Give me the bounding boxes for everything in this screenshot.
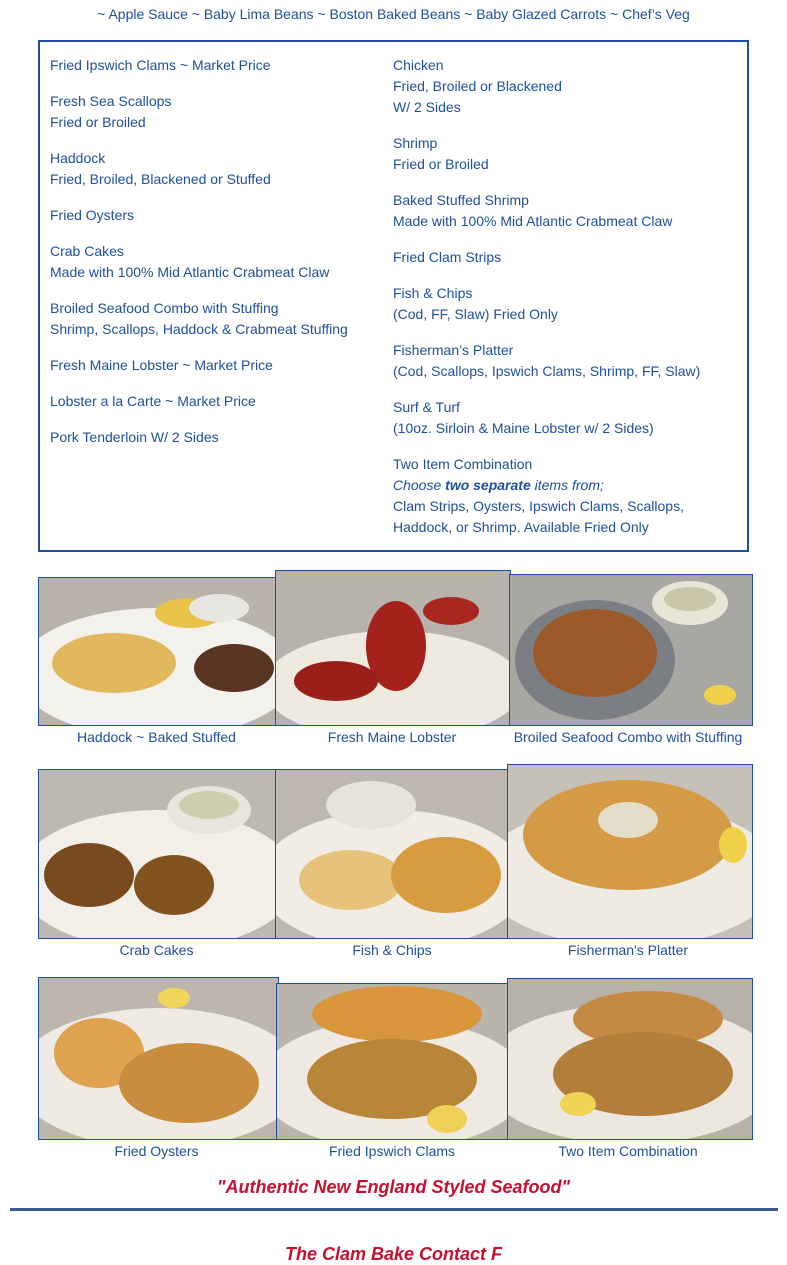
sides-line: ~ Apple Sauce ~ Baby Lima Beans ~ Boston Baked Beans ~ Baby Glazed Carrots ~ Chef’s Veg	[97, 6, 690, 22]
photo-caption: Broiled Seafood Combo with Stuffing	[513, 729, 743, 745]
combo-options: Haddock, or Shrimp. Available Fried Only	[393, 519, 649, 535]
photo-caption: Fisherman's Platter	[567, 942, 689, 958]
menu-item-detail: (Cod, FF, Slaw) Fried Only	[393, 306, 558, 322]
combo-options: Clam Strips, Oysters, Ipswich Clams, Scallops,	[393, 498, 684, 514]
menu-item-title: Lobster a la Carte ~ Market Price	[50, 393, 256, 409]
tagline: "Authentic New England Styled Seafood"	[216, 1177, 571, 1197]
menu-item	[50, 205, 380, 226]
menu-item-title: Fried Oysters	[50, 207, 135, 223]
combo-instructions	[393, 475, 738, 496]
fried-oysters-photo[interactable]	[38, 977, 279, 1140]
combo-choose-emphasis: two separate	[445, 477, 531, 493]
contact-heading: The Clam Bake Contact F	[284, 1244, 503, 1264]
lobster-photo[interactable]	[275, 570, 511, 726]
photo-caption: Crab Cakes	[119, 942, 194, 958]
menu-item-detail: (Cod, Scallops, Ipswich Clams, Shrimp, FF, Slaw)	[393, 363, 701, 379]
menu-item	[50, 91, 380, 133]
menu-item-title: Haddock	[50, 150, 106, 166]
menu-item-detail: Shrimp, Scallops, Haddock & Crabmeat Stuffing	[50, 321, 348, 337]
menu-item	[393, 283, 738, 325]
menu-item-detail: Fried or Broiled	[50, 114, 146, 130]
menu-item-title: Pork Tenderloin W/ 2 Sides	[50, 429, 219, 445]
menu-item-title: Fresh Maine Lobster ~ Market Price	[50, 357, 273, 373]
menu-item-title: Fried Clam Strips	[393, 249, 502, 265]
two-item-combo-photo[interactable]	[507, 978, 753, 1140]
menu-item-title: Shrimp	[393, 135, 438, 151]
menu-item	[393, 247, 738, 268]
menu-item-title: Chicken	[393, 57, 444, 73]
menu-item-title: Broiled Seafood Combo with Stuffing	[50, 300, 279, 316]
menu-item	[50, 298, 380, 340]
menu-item-title: Fried Ipswich Clams ~ Market Price	[50, 57, 271, 73]
menu-item	[50, 427, 380, 448]
fried-clams-photo[interactable]	[276, 983, 511, 1140]
seafood-combo-photo[interactable]	[509, 574, 753, 726]
menu-item	[50, 355, 380, 376]
menu-item	[50, 391, 380, 412]
menu-item	[393, 340, 738, 382]
photo-caption: Two Item Combination	[558, 1143, 698, 1159]
menu-item-title: Fish & Chips	[393, 285, 473, 301]
combo-choose-pre: Choose	[393, 477, 446, 493]
menu-item	[50, 55, 380, 76]
divider	[10, 1208, 778, 1211]
menu-item	[50, 241, 380, 283]
menu-item-title: Surf & Turf	[393, 399, 460, 415]
photo-caption: Haddock ~ Baked Stuffed	[77, 729, 236, 745]
photo-caption: Fresh Maine Lobster	[327, 729, 457, 745]
menu-item	[50, 148, 380, 190]
fishermans-platter-photo[interactable]	[507, 764, 753, 939]
haddock-photo[interactable]	[38, 577, 277, 726]
menu-column-left	[50, 55, 380, 463]
menu-column-right	[393, 55, 738, 553]
menu-item-combo	[393, 454, 738, 538]
photo-caption: Fried Oysters	[114, 1143, 199, 1159]
menu-item-detail: (10oz. Sirloin & Maine Lobster w/ 2 Sides)	[393, 420, 654, 436]
combo-choose-post: items from;	[530, 477, 604, 493]
crab-cakes-photo[interactable]	[38, 769, 277, 939]
menu-item-detail: Fried or Broiled	[393, 156, 489, 172]
menu-item-detail: Made with 100% Mid Atlantic Crabmeat Claw	[393, 213, 673, 229]
fish-chips-photo[interactable]	[275, 769, 511, 939]
menu-box	[38, 40, 749, 552]
photo-caption: Fried Ipswich Clams	[328, 1143, 456, 1159]
photo-caption: Fish & Chips	[352, 942, 432, 958]
menu-item	[393, 55, 738, 118]
menu-item-detail: Fried, Broiled, Blackened or Stuffed	[50, 171, 271, 187]
menu-item-title: Two Item Combination	[393, 456, 533, 472]
menu-item	[393, 397, 738, 439]
menu-item-detail: Made with 100% Mid Atlantic Crabmeat Claw	[50, 264, 330, 280]
menu-item-detail: W/ 2 Sides	[393, 99, 461, 115]
menu-item	[393, 133, 738, 175]
menu-item-detail: Fried, Broiled or Blackened	[393, 78, 562, 94]
menu-item-title: Fisherman’s Platter	[393, 342, 514, 358]
menu-item	[393, 190, 738, 232]
menu-item-title: Crab Cakes	[50, 243, 124, 259]
menu-item-title: Fresh Sea Scallops	[50, 93, 172, 109]
menu-item-title: Baked Stuffed Shrimp	[393, 192, 529, 208]
